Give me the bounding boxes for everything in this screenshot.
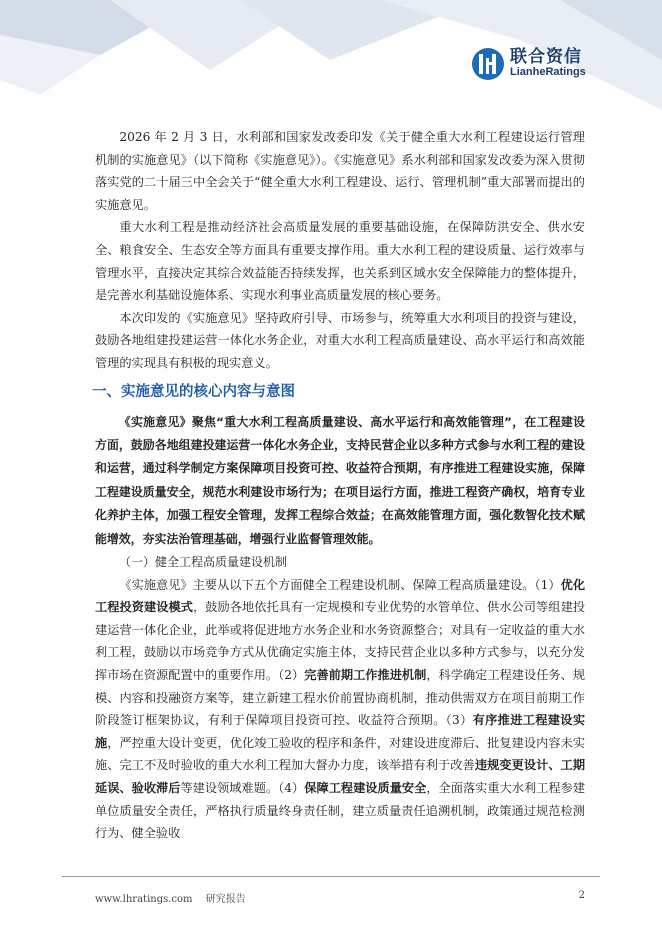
emphasis-run: 保障工程建设质量安全 [304, 780, 427, 795]
emphasis-run: 有序推进工程建设实施 [95, 713, 586, 750]
company-logo [472, 48, 586, 80]
text-run: ，全面落实重大水利工程参建单位质量安全责任，严格执行质量终身责任制，建立质量责任追溯机制，政策通过规范检测行为、健全验收 [95, 780, 586, 841]
text-run: 《实施意见》主要从以下五个方面健全工程建设机制、保障工程高质量建设。（1） [119, 577, 561, 592]
text-run: ，鼓励各地依托具有一定规模和专业优势的水管单位、供水公司等组建投建运营一体化企业，此举或将促进地方水务企业和水务资源整合；对具有一定收益的重大水利工程，鼓励以市场竞争方式从优确定实施主体，支持民营企业以多种方式参与，以充分发挥市场在资源配置中的重要作用。（2） [95, 600, 586, 682]
document-body [92, 126, 586, 845]
section-heading: 一、实施意见的核心内容与意图 [92, 383, 295, 400]
subsection-heading: （一）健全工程高质量建设机制 [119, 554, 288, 569]
text-run: ，严控重大设计变更，优化竣工验收的程序和条件，对建设进度滞后、批复建设内容未实施、完工不及时验收的重大水利工程加大督办力度，该举措有利于改善 [95, 735, 586, 773]
intro-paragraph-2: 重大水利工程是推动经济社会高质量发展的重要基础设施，在保障防洪安全、供水安全、粮食安全、生态安全等方面具有重要支撑作用。重大水利工程的建设质量、运行效率与管理水平，直接决定其综合效益能否持续发挥，也关系到区域水安全保障能力的整体提升，是完善水利基础设施体系、实现水利事业高质量发展的核心要务。 [95, 220, 585, 303]
lianhe-logo-icon [472, 48, 504, 80]
logo-chinese-name: 联合资信 [510, 47, 582, 68]
emphasis-run: 优化工程投资建设模式 [95, 577, 586, 615]
page-footer [95, 890, 585, 905]
section-summary-paragraph: 《实施意见》聚焦“重大水利工程高质量建设、高水平运行和高效能管理”，在工程建设方面，鼓励各地组建投建运营一体化水务企业，支持民营企业以多种方式参与水利工程的建设和运营，通过科学制定方案保障项目投资可控、收益符合预期，有序推进工程建设实施，保障工程建设质量安全，规范水利建设市场行为；在项目运行方面，推进工程资产确权，培育专业化养护主体，加强工程安全管理，发挥工程综合效益；在高效能管理方面，强化数智化技术赋能增效，夯实法治管理基础，增强行业监督管理效能。 [95, 414, 585, 546]
page-number: 2 [578, 890, 585, 901]
emphasis-run: 违规变更设计、工期延误、验收滞后 [95, 758, 586, 795]
intro-paragraph-3: 本次印发的《实施意见》坚持政府引导、市场参与，统筹重大水利项目的投资与建设，鼓励各地组建投建运营一体化水务企业，对重大水利工程高质量建设、高水平运行和高效能管理的实现具有积极的现实意义。 [95, 310, 585, 370]
footer-url: www.lhratings.com [95, 894, 193, 905]
logo-english-name: LianheRatings [510, 66, 586, 79]
footer-divider [62, 876, 600, 877]
footer-doc-type: 研究报告 [205, 894, 246, 905]
text-run: 等建设领域难题。（4） [180, 780, 305, 795]
detail-paragraph [95, 574, 585, 845]
text-run: ，科学确定工程建设任务、规模、内容和投融资方案等，建立新建工程水价前置协商机制，推动供需双方在项目前期工作阶段签订框架协议，有利于保障项目投资可控、收益符合预期。（3） [95, 667, 586, 728]
emphasis-run: 完善前期工作推进机制 [304, 667, 427, 682]
intro-paragraph-1: 2026 年 2 月 3 日，水利部和国家发改委印发《关于健全重大水利工程建设运行管理机制的实施意见》（以下简称《实施意见》）。《实施意见》系水利部和国家发改委为深入贯彻落实党的二十届三中全会关于“健全重大水利工程建设、运行、管理机制”重大部署而提出的实施意见。 [95, 130, 585, 212]
